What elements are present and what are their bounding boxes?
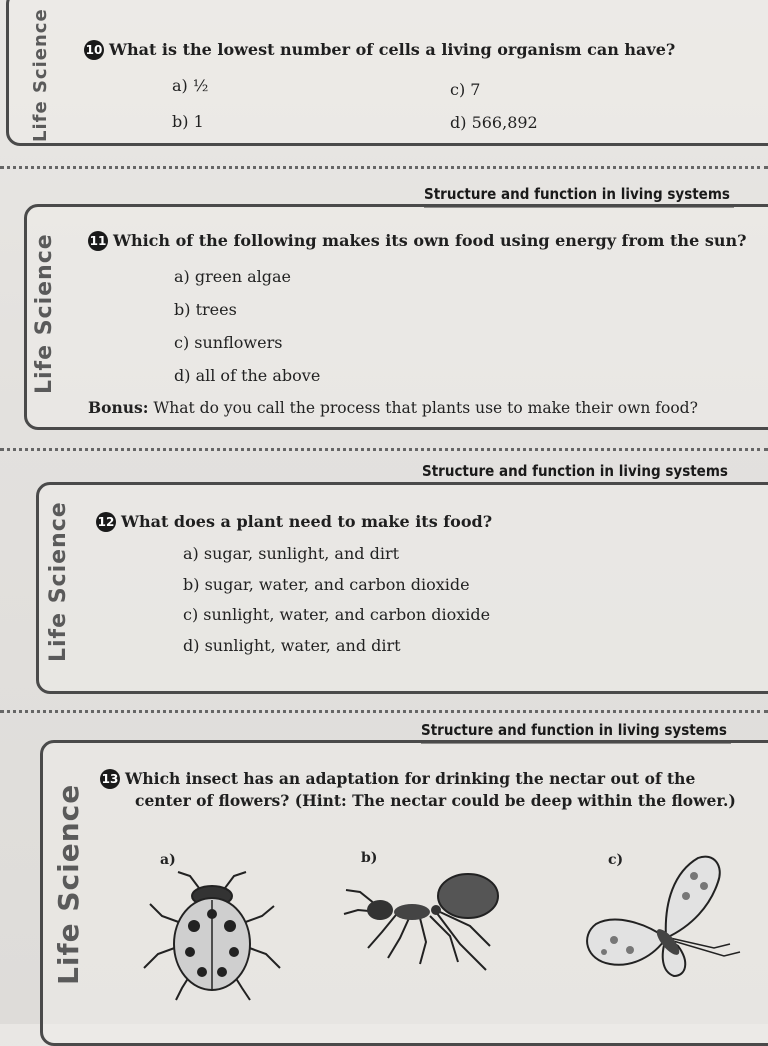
question-12-text: [96, 512, 492, 532]
ladybug-illustration: [132, 864, 292, 1004]
ant-illustration: [340, 866, 540, 976]
question-text: What is the lowest number of cells a living organism can have?: [109, 40, 676, 59]
option-a: a) sugar, sunlight, and dirt: [183, 544, 400, 563]
question-13-text-line2: center of flowers? (Hint: The nectar could be deep within the flower.): [135, 791, 736, 810]
option-d: d) 566,892: [450, 113, 538, 132]
section-header: Structure and function in living systems: [424, 185, 730, 203]
question-text: Which insect has an adaptation for drinking the nectar out of the: [125, 769, 696, 788]
question-11-text: [88, 231, 746, 251]
question-card-10: [6, 0, 768, 146]
section-header: Structure and function in living systems: [421, 721, 727, 739]
section-header: Structure and function in living systems: [422, 462, 728, 480]
option-d: d) sunlight, water, and dirt: [183, 636, 401, 655]
dotted-separator: [0, 710, 768, 713]
dotted-separator: [0, 448, 768, 451]
question-number-badge: 10: [84, 40, 104, 60]
bonus-text: What do you call the process that plants use to make their own food?: [153, 399, 698, 417]
option-b: b) trees: [174, 300, 237, 319]
image-label-a: a): [160, 852, 176, 868]
butterfly-illustration: [574, 852, 744, 982]
question-number-badge: 11: [88, 231, 108, 251]
option-c: c) 7: [450, 80, 481, 99]
option-d: d) all of the above: [174, 366, 321, 385]
option-c: c) sunlight, water, and carbon dioxide: [183, 605, 491, 624]
question-text: What does a plant need to make its food?: [121, 512, 493, 531]
option-b: b) 1: [172, 112, 204, 131]
question-number-badge: 13: [100, 769, 120, 789]
bonus-question: [88, 398, 698, 417]
bonus-label: Bonus:: [88, 398, 149, 417]
option-b: b) sugar, water, and carbon dioxide: [183, 575, 470, 594]
option-c: c) sunflowers: [174, 333, 283, 352]
option-a: a) ½: [172, 76, 209, 95]
image-label-c: c): [608, 852, 624, 868]
question-number-badge: 12: [96, 512, 116, 532]
question-text: Which of the following makes its own food using energy from the sun?: [113, 231, 747, 250]
image-label-b: b): [361, 850, 378, 866]
dotted-separator: [0, 166, 768, 169]
side-label-life-science: Life Science: [32, 233, 57, 394]
side-label-life-science: Life Science: [46, 501, 71, 662]
side-label-life-science: Life Science: [30, 8, 51, 142]
option-a: a) green algae: [174, 267, 291, 286]
question-10-text: [84, 40, 675, 60]
side-label-life-science: Life Science: [52, 783, 85, 985]
question-13-text-line1: [100, 769, 695, 789]
